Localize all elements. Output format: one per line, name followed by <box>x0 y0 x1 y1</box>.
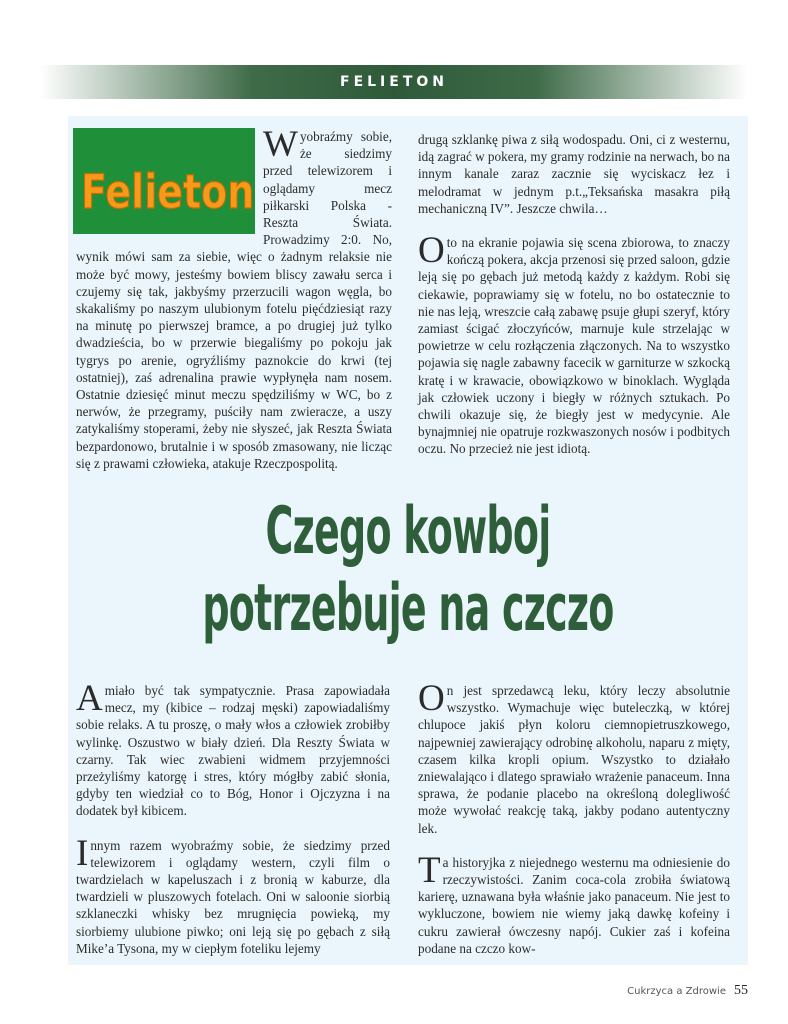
section-title: FELIETON <box>340 74 448 90</box>
dropcap-a: A <box>76 678 103 719</box>
paragraph-text: to na ekranie pojawia się scena zbiorowa, to znaczy kończą pokera, akcja przenosi się przed saloon, gdzie leją się po gębach już metodą każdy z każdym. Robi się ciekawie, poprawiamy się w fotelu, no bo ostatecznie to nie nas leją, wreszcie całą zabawę psuje głupi szeryf, który zamiast ścigać złoczyńców, marnuje kule strzelając w powietrze w celu rozłączenia złączonych. Na to wszystko pojawia się nagle zabawny facecik w garniturze w szkocką kratę i w krawacie, obowiązkowo w binoklach. Wygląda jak człowiek uczony i biegły w różnych sztukach. Po chwili okazuje się, że biegły jest w medycynie. Ale bynajmniej nie opatruje rozkwaszonych nosów i podbitych oczu. No przecież nie jest idiotą. <box>418 235 730 457</box>
felieton-logo <box>73 128 255 234</box>
page-number: 55 <box>734 983 748 998</box>
bottom-right-column <box>418 678 730 974</box>
paragraph: drugą szklankę piwa z siłą wodospadu. Oni, ci z westernu, idą zagrać w pokera, my gramy rodzinie na nerwach, bo na innym kanale zaraz zacznie się wyciskacz łez i melodramat w jednym p.t.„Teksańska masakra piłą mechaniczną IV”. Jeszcze chwila… <box>418 132 730 216</box>
bottom-left-column <box>76 678 390 974</box>
intro-text: yobraźmy sobie, że siedzimy przed telewizorem i oglądamy mecz piłkarski Polska - Reszta Świata. Prowadzimy 2:0. No, wynik mówi sam za siebie, więc o żadnym relaksie nie może być mowy, jesteśmy bowiem bliscy zawału serca i czujemy się tak, jakbyśmy przerzucili wagon węgla, bo skakaliśmy po naszym ulubionym fotelu pięćdziesiąt razy na minutę po pierwszej bramce, a po drugiej już tylko dwadzieścia, bo w przerwie biegaliśmy po pokoju jak tygrys po arenie, ogryźliśmy paznokcie do krwi (tej ostatniej), zaś adrenalina prawie wypłynęła nam nosem. Ostatnie dziesięć minut meczu spędziliśmy w WC, bo z nerwów, że przegramy, puściły nam zwieracze, a uszy zatykaliśmy stoperami, żeby nie słyszeć, jak Reszta Świata bezpardonowo, brutalnie i w sposób zmasowany, nie licząc się z prawami człowieka, atakuje Rzeczpospolitą. <box>76 129 392 471</box>
top-left-column <box>76 124 392 489</box>
paragraph <box>76 678 390 820</box>
section-header-band <box>40 65 748 99</box>
dropcap-t: T <box>418 849 441 891</box>
paragraph-text: a historyjka z niejednego westernu ma odniesienie do rzeczywistości. Zanim coca-cola zrobiła światową karierę, uznawana była właśnie jako panaceum. Nie jest to wykluczone, bowiem nie wiemy jaką dawkę kofeiny i cukru zawierał ówczesny napój. Cukier zaś i kofeina podane na czczo kow- <box>418 854 730 956</box>
logo-text: Felieton <box>81 164 255 221</box>
dropcap-o: O <box>418 678 445 719</box>
paragraph-text: n jest sprzedawcą leku, który leczy absolutnie wszystko. Wymachuje więc buteleczką, w której chlupoce jakiś płyn koloru ciemnopietruszkowego, najpewniej zawierający odrobinę alkoholu, naparu z mięty, czasem kilka kropli opium. Wszystko to działało zniewalająco i dlatego sprawiało wrażenie panaceum. Inna sprawa, że podanie placebo na określoną dolegliwość może wywołać reakcję taką, jakby podano autentyczny lek. <box>418 683 730 836</box>
felieton-logo-art <box>73 128 255 234</box>
paragraph <box>418 230 730 458</box>
page-footer <box>627 983 748 999</box>
headline-line-2: potrzebuje na czczo <box>202 570 614 646</box>
dropcap-i: I <box>76 832 89 874</box>
magazine-name: Cukrzyca a Zdrowie <box>627 986 726 997</box>
dropcap-o: O <box>418 230 445 272</box>
paragraph <box>418 678 730 837</box>
paragraph-text: nnym razem wyobraźmy sobie, że siedzimy przed telewizorem i oglądamy western, czyli film o twardzielach w kapeluszach i z bronią w kaburze, dla twardzieli w pluszowych fotelach. Oni w saloonie siorbią szklaneczki whisky bez mrugnięcia powieką, my siorbiemy ulubione piwko; oni leją się po gębach z siłą Mike’a Tysona, my w ciepłym foteliku lejemy <box>76 837 390 956</box>
article-headline <box>68 493 748 651</box>
paragraph <box>76 832 390 957</box>
top-right-column <box>418 131 730 475</box>
dropcap-w: W <box>263 124 298 165</box>
headline-line-1: Czego kowboj <box>265 493 551 569</box>
paragraph-text: miało być tak sympatycznie. Prasa zapowiadała mecz, my (kibice – rodzaj męski) zapowiadaliśmy sobie relaks. A tu proszę, o mały włos a człowiek zrobiłby wylinkę. Oszustwo w biały dzień. Dla Reszty Świata w czarny. Tak wiec zwabieni widmem przyjemności przeżyliśmy katorgę i stres, który mógłby zabić słonia, gdyby ten wiedział co to Bóg, Honor i Ojczyzna i na dodatek był kibicem. <box>76 683 390 819</box>
paragraph <box>418 849 730 957</box>
